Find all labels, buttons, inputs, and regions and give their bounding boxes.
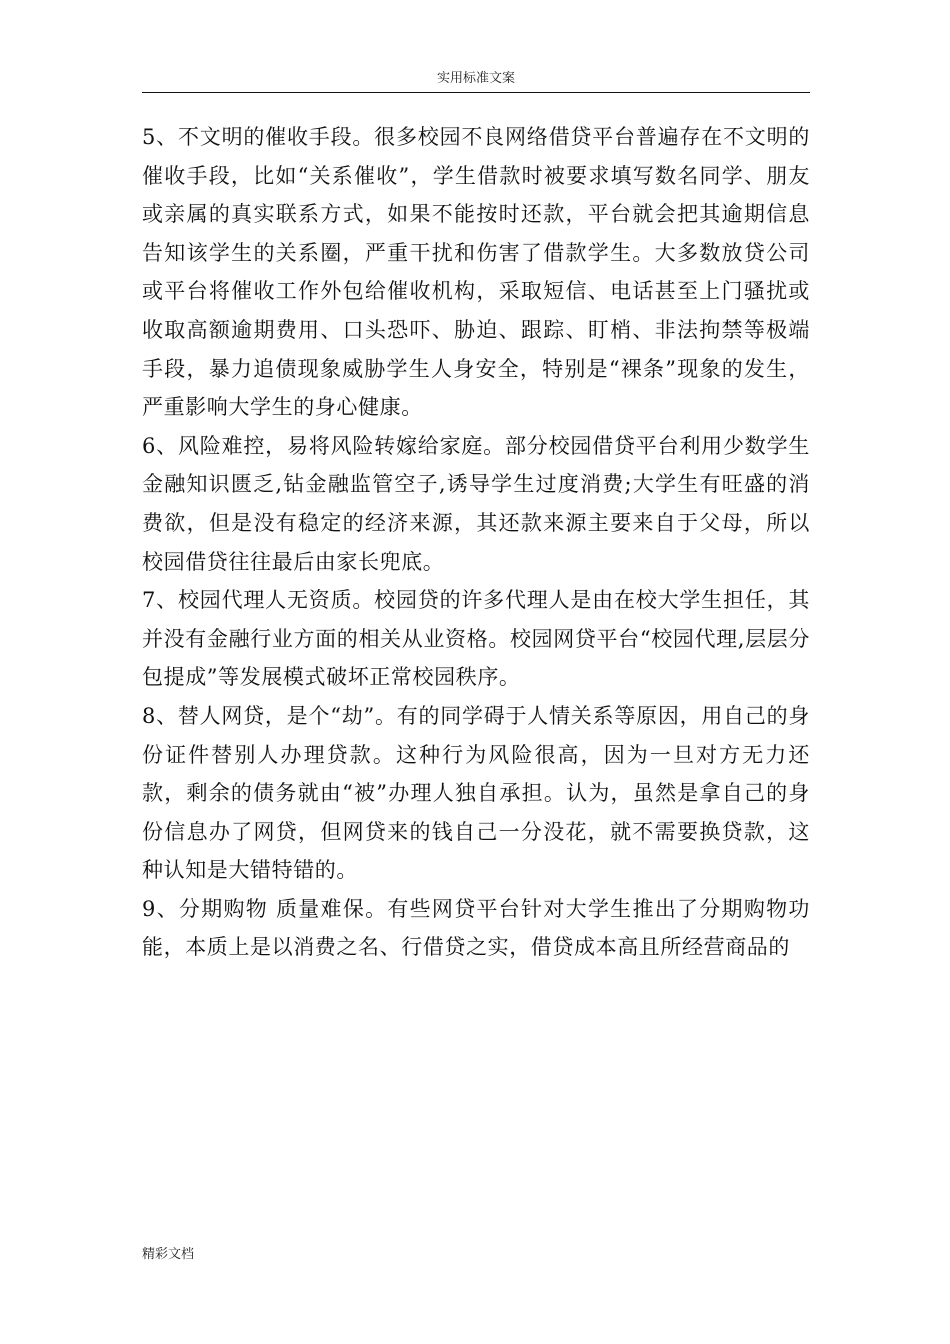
paragraph-6-risk-control: 6、风险难控，易将风险转嫁给家庭。部分校园借贷平台利用少数学生金融知识匮乏,钻金融监管空子,诱导学生过度消费;大学生有旺盛的消费欲，但是没有稳定的经济来源，其还款来源主要来自于父母，所以校园借贷往往最后由家长兜底。 bbox=[142, 433, 810, 574]
paragraph-7-campus-agents: 7、校园代理人无资质。校园贷的许多代理人是由在校大学生担任，其并没有金融行业方面的相关从业资格。校园网贷平台“校园代理,层层分包提成”等发展模式破坏正常校园秩序。 bbox=[142, 588, 810, 690]
paragraph-5-uncivil-collection: 5、不文明的催收手段。很多校园不良网络借贷平台普遍存在不文明的催收手段，比如“关系催收”，学生借款时被要求填写数名同学、朋友或亲属的真实联系方式，如果不能按时还款，平台就会把其逾期信息告知该学生的关系圈，严重干扰和伤害了借款学生。大多数放贷公司或平台将催收工作外包给催收机构，采取短信、电话甚至上门骚扰或收取高额逾期费用、口头恐吓、胁迫、跟踪、盯梢、非法拘禁等极端手段，暴力追债现象威胁学生人身安全，特别是“裸条”现象的发生，严重影响大学生的身心健康。 bbox=[142, 125, 810, 420]
document-body bbox=[142, 118, 810, 967]
header-divider bbox=[142, 92, 810, 93]
paragraph-9-installment-shopping: 9、分期购物 质量难保。有些网贷平台针对大学生推出了分期购物功能，本质上是以消费之名、行借贷之实，借贷成本高且所经营商品的 bbox=[142, 896, 810, 960]
page-footer-label: 精彩文档 bbox=[142, 1247, 195, 1262]
paragraph-8-loan-for-others: 8、替人网贷，是个“劫”。有的同学碍于人情关系等原因，用自己的身份证件替别人办理贷款。这种行为风险很高，因为一旦对方无力还款，剩余的债务就由“被”办理人独自承担。认为，虽然是拿自己的身份信息办了网贷，但网贷来的钱自己一分没花，就不需要换贷款，这种认知是大错特错的。 bbox=[142, 703, 810, 883]
page-header-title: 实用标准文案 bbox=[436, 71, 515, 86]
